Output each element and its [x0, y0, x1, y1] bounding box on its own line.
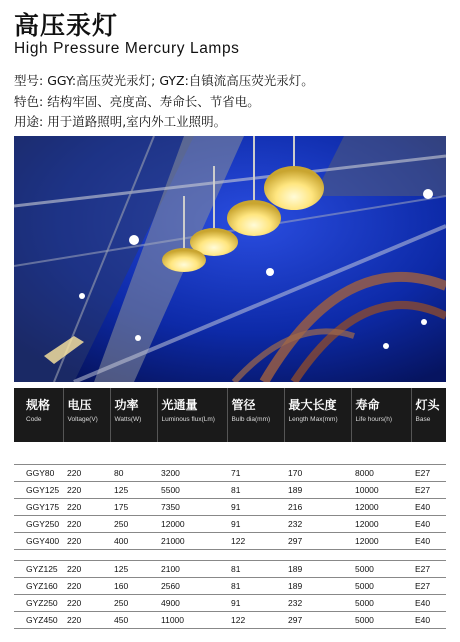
- table-cell: 12000: [157, 516, 227, 533]
- table-row: [14, 516, 446, 533]
- column-header-en: Length Max(mm): [288, 416, 338, 423]
- table-cell: 297: [284, 612, 351, 629]
- column-header-base: [411, 388, 446, 442]
- table-cell: 450: [110, 612, 157, 629]
- table-cell: 2560: [157, 578, 227, 595]
- table-cell: 232: [284, 595, 351, 612]
- table-cell: E27: [411, 482, 446, 499]
- info-text: GGY:高压荧光汞灯; GYZ:自镇流高压荧光汞灯。: [47, 73, 314, 88]
- table-cell: 220: [63, 612, 110, 629]
- table-cell: 2100: [157, 561, 227, 578]
- table-cell: 5000: [351, 578, 411, 595]
- table-cell: 80: [110, 465, 157, 482]
- column-header-cn: 灯头: [415, 398, 440, 412]
- column-header-cn: 电压: [67, 398, 92, 412]
- column-header-cn: 管径: [231, 398, 256, 412]
- table-cell: 5000: [351, 561, 411, 578]
- table-cell: 4900: [157, 595, 227, 612]
- table-cell: GYZ125: [14, 561, 63, 578]
- column-header-cn: 光通量: [161, 398, 198, 412]
- table-cell: 250: [110, 595, 157, 612]
- table-cell: 81: [227, 561, 284, 578]
- column-header-code: [14, 388, 63, 442]
- specification-table: [14, 388, 446, 629]
- table-cell: GGY80: [14, 465, 63, 482]
- column-header-en: Code: [26, 416, 42, 423]
- table-cell: E27: [411, 465, 446, 482]
- info-line-usage: [14, 112, 226, 130]
- column-header-luminous-flux: [157, 388, 227, 442]
- table-cell: 10000: [351, 482, 411, 499]
- table-cell: 91: [227, 595, 284, 612]
- table-cell: 5000: [351, 595, 411, 612]
- column-header-en: Bulb dia(mm): [231, 416, 271, 423]
- table-cell: 220: [63, 516, 110, 533]
- column-header-en: Life hours(h): [355, 416, 392, 423]
- table-row: [14, 499, 446, 516]
- table-cell: 7350: [157, 499, 227, 516]
- table-row: [14, 561, 446, 578]
- table-cell: 220: [63, 595, 110, 612]
- table-cell: 12000: [351, 516, 411, 533]
- table-cell: 250: [110, 516, 157, 533]
- table-cell: 122: [227, 533, 284, 550]
- column-header-voltage: [63, 388, 110, 442]
- table-cell: 3200: [157, 465, 227, 482]
- column-header-watts: [110, 388, 157, 442]
- table-cell: 21000: [157, 533, 227, 550]
- table-row: [14, 482, 446, 499]
- page-subtitle: High Pressure Mercury Lamps: [14, 40, 240, 57]
- table-cell: GGY175: [14, 499, 63, 516]
- info-line-features: [14, 92, 260, 110]
- table-cell: 91: [227, 499, 284, 516]
- table-cell: 220: [63, 499, 110, 516]
- table-cell: E40: [411, 499, 446, 516]
- table-row: [14, 465, 446, 482]
- table-cell: 5000: [351, 612, 411, 629]
- table-gap-row: [14, 550, 446, 561]
- info-label: 特色:: [14, 94, 44, 109]
- column-header-cn: 规格: [26, 398, 51, 412]
- table-cell: 122: [227, 612, 284, 629]
- table-cell: 160: [110, 578, 157, 595]
- table-cell: 11000: [157, 612, 227, 629]
- table-spacer-row: [14, 442, 446, 465]
- page-title: 高压汞灯: [14, 11, 119, 40]
- lamp-installation-illustration: [14, 136, 446, 382]
- table-cell: E27: [411, 578, 446, 595]
- table-cell: 91: [227, 516, 284, 533]
- table-cell: 220: [63, 578, 110, 595]
- table-cell: GYZ250: [14, 595, 63, 612]
- column-header-life-hours: [351, 388, 411, 442]
- column-header-cn: 寿命: [355, 398, 380, 412]
- table-cell: GYZ160: [14, 578, 63, 595]
- table-cell: 220: [63, 561, 110, 578]
- column-header-cn: 功率: [114, 398, 139, 412]
- table-cell: 12000: [351, 499, 411, 516]
- info-label: 型号:: [14, 73, 44, 88]
- table-cell: GGY400: [14, 533, 63, 550]
- product-photo: [14, 136, 446, 382]
- column-header-en: Voltage(V): [67, 416, 98, 423]
- table-cell: 297: [284, 533, 351, 550]
- table-cell: GGY250: [14, 516, 63, 533]
- table-cell: GYZ450: [14, 612, 63, 629]
- column-header-en: Watts(W): [114, 416, 142, 423]
- column-header-en: Base: [415, 416, 431, 423]
- info-text: 结构牢固、亮度高、寿命长、节省电。: [47, 94, 260, 109]
- table-cell: 189: [284, 561, 351, 578]
- table-cell: 175: [110, 499, 157, 516]
- table-cell: GGY125: [14, 482, 63, 499]
- info-line-model: [14, 71, 314, 89]
- table-cell: 220: [63, 465, 110, 482]
- table-cell: 400: [110, 533, 157, 550]
- table-row: [14, 612, 446, 629]
- table-cell: 81: [227, 578, 284, 595]
- table-cell: 220: [63, 533, 110, 550]
- column-header-cn: 最大长度: [288, 398, 337, 412]
- table-cell: 71: [227, 465, 284, 482]
- table-cell: 125: [110, 561, 157, 578]
- table-header-row: [14, 388, 446, 442]
- table-row: [14, 533, 446, 550]
- info-label: 用途:: [14, 114, 44, 129]
- table-cell: 220: [63, 482, 110, 499]
- table-cell: 81: [227, 482, 284, 499]
- table-row: [14, 578, 446, 595]
- table-cell: 189: [284, 578, 351, 595]
- table-cell: 12000: [351, 533, 411, 550]
- table-row: [14, 595, 446, 612]
- table-cell: E27: [411, 561, 446, 578]
- column-header-bulb-dia: [227, 388, 284, 442]
- table-cell: 8000: [351, 465, 411, 482]
- table-cell: 5500: [157, 482, 227, 499]
- table-cell: 232: [284, 516, 351, 533]
- table-cell: 170: [284, 465, 351, 482]
- column-header-length-max: [284, 388, 351, 442]
- table-cell: E40: [411, 595, 446, 612]
- column-header-en: Luminous flux(Lm): [161, 416, 215, 423]
- table-cell: 189: [284, 482, 351, 499]
- table-cell: E40: [411, 612, 446, 629]
- table-cell: E40: [411, 516, 446, 533]
- info-text: 用于道路照明,室内外工业照明。: [47, 114, 227, 129]
- table-cell: 216: [284, 499, 351, 516]
- table-cell: E40: [411, 533, 446, 550]
- table-cell: 125: [110, 482, 157, 499]
